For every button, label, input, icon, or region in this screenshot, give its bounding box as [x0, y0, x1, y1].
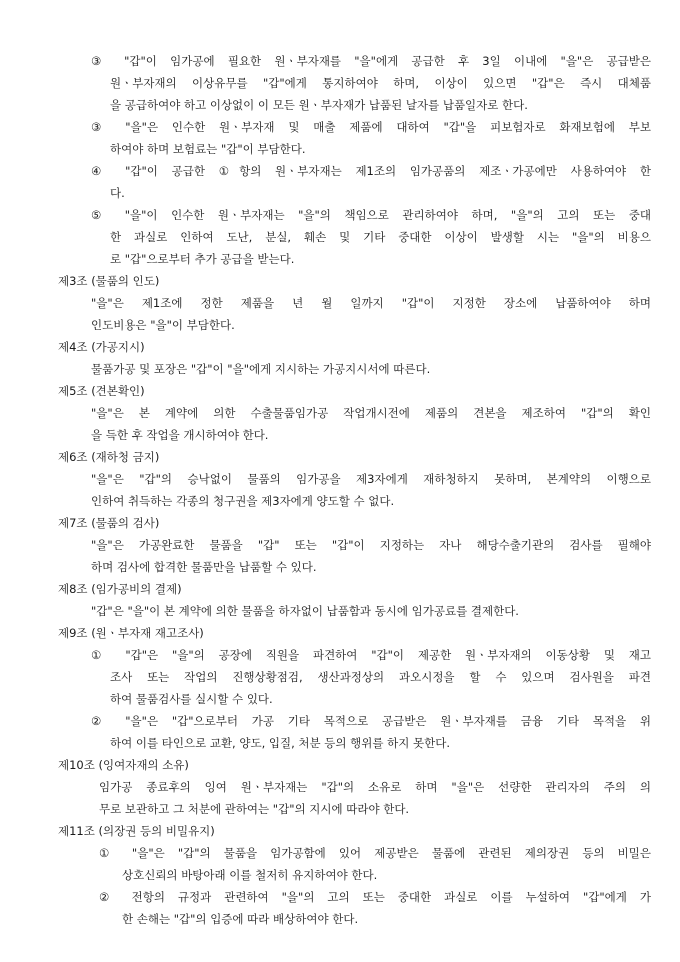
article-11-heading: 제11조 (의장권 등의 비밀유지) — [58, 824, 215, 838]
article-9-heading: 제9조 (원ㆍ부자재 재고조사) — [58, 626, 204, 640]
article-6-heading: 제6조 (재하청 금지) — [58, 450, 160, 464]
paragraph-line: 하여 이를 타인으로 교환, 양도, 입질, 처분 등의 행위를 하지 못한다. — [110, 736, 451, 750]
paragraph-line: "을"은 "갑"의 승낙없이 물품의 임가공을 제3자에게 재하청하지 못하며, 본계약의 이행으로 — [91, 472, 651, 486]
paragraph-line: 인도비용은 "을"이 부담한다. — [91, 318, 235, 332]
paragraph-line: 임가공 종료후의 잉여 원ㆍ부자재는 "갑"의 소유로 하며 "을"은 선량한 관리자의 주의 의 — [99, 780, 651, 794]
paragraph-line: 한 손해는 "갑"의 입증에 따라 배상하여야 한다. — [122, 912, 359, 926]
paragraph-line: 다. — [110, 186, 125, 200]
paragraph-line: 조사 또는 작업의 진행상황점검, 생산과정상의 과오시정을 할 수 있으며 검사원을 파견 — [110, 670, 651, 684]
paragraph-line: "을"은 가공완료한 물품을 "갑" 또는 "갑"이 지정하는 자나 해당수출기관의 검사를 필해야 — [91, 538, 651, 552]
article-10-heading: 제10조 (잉여자재의 소유) — [58, 758, 189, 772]
paragraph-line: 한 과실로 인하여 도난, 분실, 훼손 및 기타 중대한 이상이 발생할 시는 "을"의 비용으 — [110, 230, 651, 244]
paragraph-line: "을"은 제1조에 정한 제품을 년 월 일까지 "갑"이 지정한 장소에 납품하여야 하며 — [91, 296, 651, 310]
paragraph-line: ① "을"은 "갑"의 물품을 임가공함에 있어 제공받은 물품에 관련된 제의장권 등의 비밀은 — [99, 846, 651, 860]
paragraph-line: 을 공급하여야 하고 이상없이 이 모든 원ㆍ부자재가 납품된 날자를 납품일자로 한다. — [110, 98, 528, 112]
article-5-heading: 제5조 (견본확인) — [58, 384, 145, 398]
paragraph-line: ④ "갑"이 공급한 ①항의 원ㆍ부자재는 제1조의 임가공품의 제조ㆍ가공에만 사용하여야 한 — [91, 164, 651, 178]
paragraph-line: ③ "을"은 인수한 원ㆍ부자재 및 매출 제품에 대하여 "갑"을 피보험자로 화재보험에 부보 — [91, 120, 651, 134]
article-4-heading: 제4조 (가공지시) — [58, 340, 145, 354]
paragraph-line: 인하여 취득하는 각종의 청구권을 제3자에게 양도할 수 없다. — [91, 494, 395, 508]
paragraph-line: 을 득한 후 작업을 개시하여야 한다. — [91, 428, 269, 442]
paragraph-line: ② "을"은 "갑"으로부터 가공 기타 목적으로 공급받은 원ㆍ부자재를 금융 기타 목적을 위 — [91, 714, 651, 728]
paragraph-line: ① "갑"은 "을"의 공장에 직원을 파견하여 "갑"이 제공한 원ㆍ부자재의 이동상황 및 재고 — [91, 648, 651, 662]
paragraph-line: 상호신뢰의 바탕아래 이를 철저히 유지하여야 한다. — [122, 868, 378, 882]
paragraph-line: 물품가공 및 포장은 "갑"이 "을"에게 지시하는 가공지시서에 따른다. — [91, 362, 431, 376]
paragraph-line: 로 "갑"으로부터 추가 공급을 받는다. — [110, 252, 295, 266]
paragraph-line: "갑"은 "을"이 본 계약에 의한 물품을 하자없이 납품함과 동시에 임가공료를 결제한다. — [91, 604, 519, 618]
paragraph-line: "을"은 본 계약에 의한 수출물품임가공 작업개시전에 제품의 견본을 제조하여 "갑"의 확인 — [91, 406, 651, 420]
paragraph-line: 무로 보관하고 그 처분에 관하여는 "갑"의 지시에 따라야 한다. — [99, 802, 410, 816]
article-7-heading: 제7조 (물품의 검사) — [58, 516, 160, 530]
paragraph-line: ③ "갑"이 임가공에 필요한 원ㆍ부자재를 "을"에게 공급한 후 3일 이내에 "을"은 공급받은 — [91, 54, 651, 68]
article-3-heading: 제3조 (물품의 인도) — [58, 274, 160, 288]
paragraph-line: 하며 검사에 합격한 물품만을 납품할 수 있다. — [91, 560, 317, 574]
paragraph-line: 하여야 하며 보험료는 "갑"이 부담한다. — [110, 142, 306, 156]
paragraph-line: ② 전항의 규정과 관련하여 "을"의 고의 또는 중대한 과실로 이를 누설하여 "갑"에게 가 — [99, 890, 651, 904]
paragraph-line: 원ㆍ부자재의 이상유무를 "갑"에게 통지하여야 하며, 이상이 있으면 "갑"은 즉시 대체품 — [110, 76, 651, 90]
article-8-heading: 제8조 (임가공비의 결제) — [58, 582, 182, 596]
paragraph-line: 하여 물품검사를 실시할 수 있다. — [110, 692, 273, 706]
paragraph-line: ⑤ "을"이 인수한 원ㆍ부자재는 "을"의 책임으로 관리하여야 하며, "을"의 고의 또는 중대 — [91, 208, 651, 222]
